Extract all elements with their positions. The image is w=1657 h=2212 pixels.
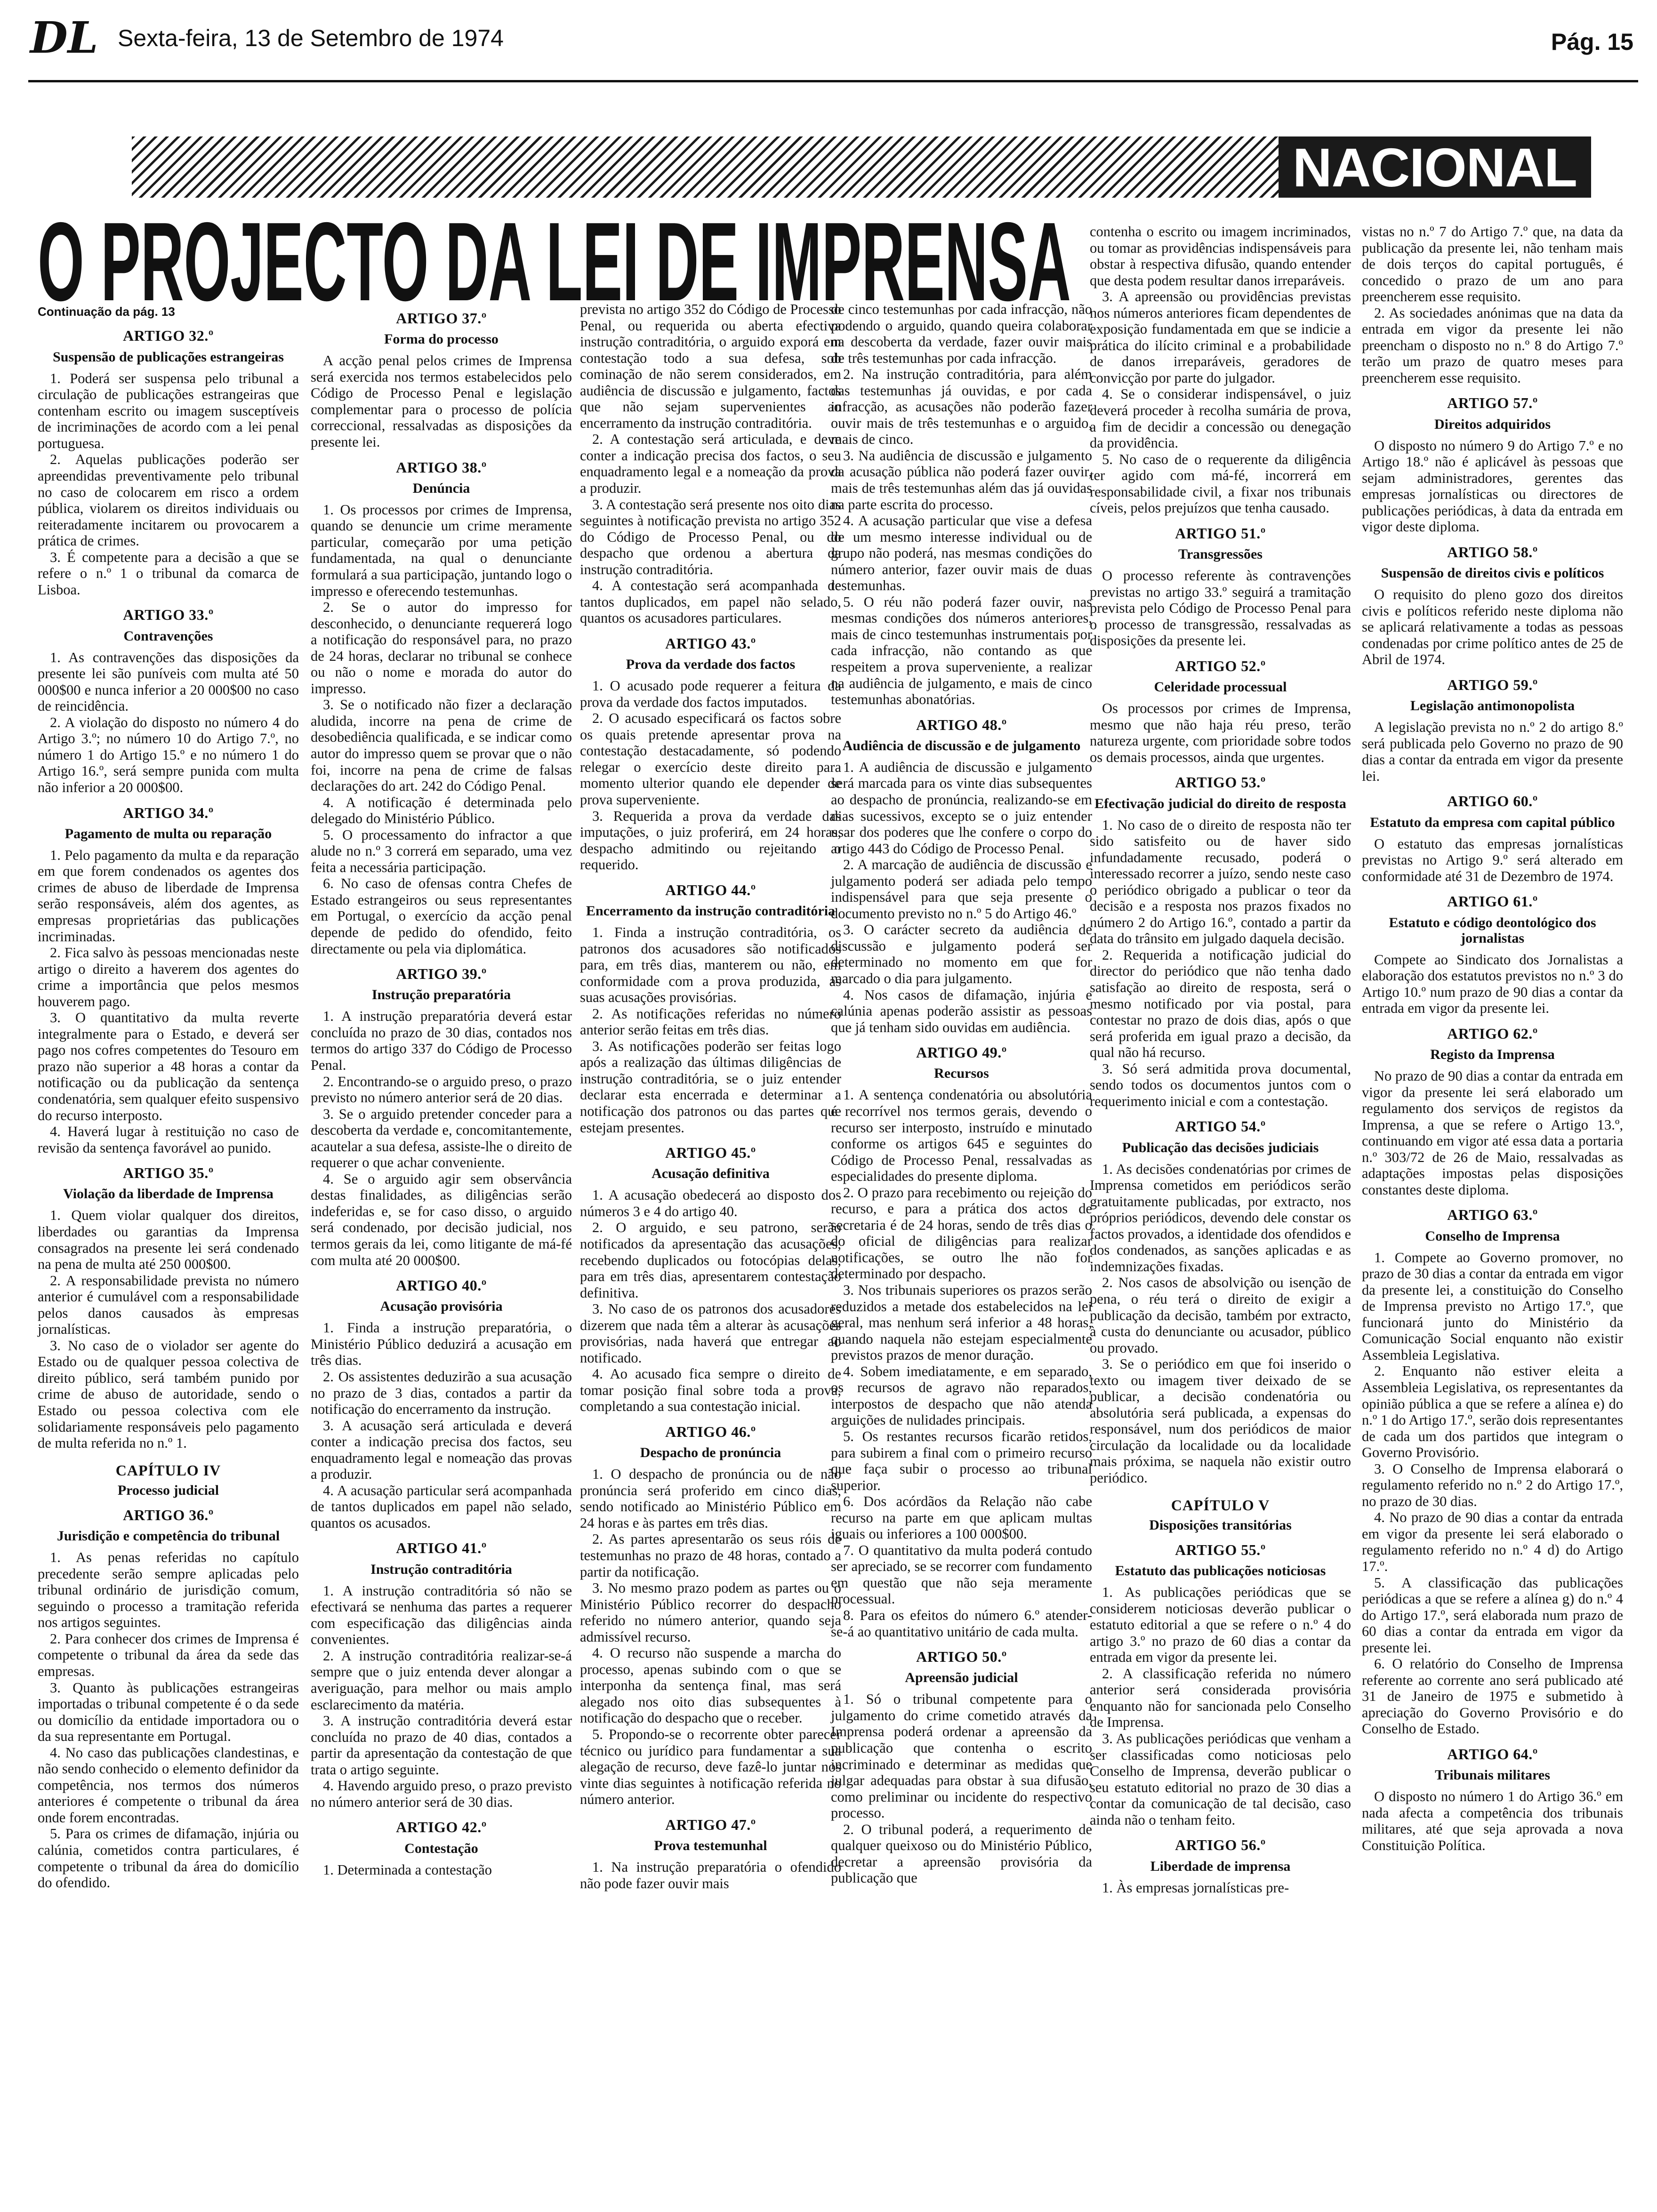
article-title: Transgressões xyxy=(1178,546,1263,562)
paragraph: 3. Requerida a prova da verdade das imputações, o juiz proferirá, em 24 horas, despacho admitindo ou rejeitando o requerido. xyxy=(580,808,841,873)
paragraph: 3. As publicações periódicas que venham a ser classificadas como noticiosas pelo Conselho de Imprensa, deverão publicar o seu estatuto editorial no prazo de 30 dias a contar da comunicação de tal decisão, caso ainda não o tenham feito. xyxy=(1090,1730,1351,1828)
article-title: Estatuto e código deontológico dos jornalistas xyxy=(1389,914,1596,946)
paragraph: 2. A classificação referida no número anterior será considerada provisória enquanto não for sancionada pelo Conselho de Imprensa. xyxy=(1090,1665,1351,1731)
article-title: Liberdade de imprensa xyxy=(1150,1858,1291,1874)
paragraph: 2. A violação do disposto no número 4 do Artigo 3.º; no número 10 do Artigo 7.º, no número 1 do Artigo 15.º e no número 1 do Artigo 16.º, será sempre punida com multa não inferior a 20 000$00. xyxy=(38,714,299,795)
paragraph: 2. Na instrução contraditória, para além das testemunhas já ouvidas, e por cada infracção, as acusações não poderão fazer ouvir mais de três testemunhas e o arguido, mais de cinco. xyxy=(831,366,1092,448)
article-title: Encerramento da instrução contraditória xyxy=(586,903,836,919)
paragraph: 1. Determinada a contestação xyxy=(323,1861,492,1878)
paragraph: 2. As partes apresentarão os seus róis de testemunhas no prazo de 48 horas, contado a partir da notificação. xyxy=(580,1531,841,1580)
paragraph: 2. A responsabilidade prevista no número anterior é cumulável com a responsabilidade pelos danos causados às empresas jornalísticas. xyxy=(38,1272,299,1338)
paragraph: 3. Nos tribunais superiores os prazos serão reduzidos a metade dos estabelecidos na lei geral, mas nenhum será inferior a 48 horas, quando naquela não estejam especialmente previstos prazos de menor duração. xyxy=(831,1282,1092,1363)
paragraph: 2. Se o autor do impresso for desconhecido, o denunciante requererá logo a notificação do responsável para, no prazo de 24 horas, declarar no tribunal se conhece ou não o nome e morada do autor do impresso. xyxy=(311,599,572,697)
article-title: Pagamento de multa ou reparação xyxy=(64,825,272,842)
issue-date: Sexta-feira, 13 de Setembro de 1974 xyxy=(118,25,504,51)
article-number: ARTIGO 38.º xyxy=(396,458,487,476)
paragraph: contenha o escrito ou imagem incriminados, ou tomar as providências indispensáveis para obstar à respectiva difusão, quando entender que desta podem resultar danos irreparáveis. xyxy=(1090,224,1351,289)
paragraph: 2. Para conhecer dos crimes de Imprensa é competente o tribunal da área da sede das empresas. xyxy=(38,1630,299,1679)
paragraph: 3. O carácter secreto da audiência de discussão e julgamento poderá ser determinado no momento em que for marcado o dia para julgamento. xyxy=(831,922,1092,987)
article-number: ARTIGO 63.º xyxy=(1447,1206,1538,1224)
paragraph: 1. As publicações periódicas que se considerem noticiosas deverão publicar o estatuto editorial a que se refere o n.º 4 do artigo 3.º no prazo de 60 dias a contar da entrada em vigor da presente lei. xyxy=(1090,1584,1351,1666)
paragraph: 1. A audiência de discussão e julgamento será marcada para os vinte dias subsequentes ao despacho de pronúncia, realizando-se em dias sucessivos, excepto se o juiz entender usar dos poderes que lhe confere o corpo do artigo 443 do Código de Processo Penal. xyxy=(831,759,1092,857)
paragraph: 5. Os restantes recursos ficarão retidos, para subirem a final com o primeiro recurso que faça subir o processo ao tribunal superior. xyxy=(831,1428,1092,1493)
paragraph: 5. No caso de o requerente da diligência ter agido com má-fé, incorrerá em responsabilidade civil, a fixar nos tribunais cíveis, pelos prejuízos que tenha causado. xyxy=(1090,451,1351,516)
paragraph: 4. No caso das publicações clandestinas, e não sendo conhecido o elemento definidor da competência, nos termos dos números anteriores é competente o tribunal da área onde forem encontradas. xyxy=(38,1744,299,1826)
paragraph: 3. As notificações poderão ser feitas logo após a realização das últimas diligências de instrução contraditória, se o juiz entender declarar esta encerrada e determinar a notificação dos patronos ou das partes que estejam presentes. xyxy=(580,1038,841,1136)
article-title: Efectivação judicial do direito de resposta xyxy=(1094,795,1346,811)
paragraph: 3. Se o notificado não fizer a declaração aludida, incorre na pena de crime de desobediência qualificada, e se indicar como autor do impresso quem se provar que o não foi, incorre na pena de crime de falsas declarações do art. 242 do Código Penal. xyxy=(311,697,572,794)
article-number: ARTIGO 58.º xyxy=(1447,544,1538,561)
masthead xyxy=(28,14,1638,64)
paragraph: 1. Às empresas jornalísticas pre- xyxy=(1102,1879,1289,1896)
paragraph: O disposto no número 1 do Artigo 36.º em nada afecta a competência dos tribunais militares, até que seja aprovada a nova Constituição Política. xyxy=(1362,1788,1623,1853)
paragraph: 1. Quem violar qualquer dos direitos, liberdades ou garantias da Imprensa consagrados na presente lei será condenado na pena de multa até 250 000$00. xyxy=(38,1207,299,1273)
article-number: ARTIGO 49.º xyxy=(916,1044,1007,1061)
column-1 xyxy=(38,305,299,1891)
paragraph: 2. O acusado especificará os factos sobre os quais pretende apresentar prova na contestação destacadamente, só podendo relegar o exercício deste direito para momento ulterior quando ele depender de prova superveniente. xyxy=(580,710,841,808)
paragraph: Compete ao Sindicato dos Jornalistas a elaboração dos estatutos previstos no n.º 3 do Artigo 10.º num prazo de 90 dias a contar da entrada em vigor da presente lei. xyxy=(1362,951,1623,1017)
paragraph: 5. O réu não poderá fazer ouvir, nas mesmas condições dos números anteriores, mais de cinco testemunhas instrumentais por cada infracção, não contando as que respeitem a prova superveniente, a realizar na audiência de julgamento, e mais de cinco testemunhas abonatórias. xyxy=(831,593,1092,708)
svg-text:O PROJECTO DA LEI DE IMPRENSA: O PROJECTO DA LEI DE IMPRENSA xyxy=(38,207,1071,306)
article-number: ARTIGO 55.º xyxy=(1175,1541,1266,1558)
paragraph: 4. Haverá lugar à restituição no caso de revisão da sentença favorável ao punido. xyxy=(38,1123,299,1156)
continuation-note: Continuação da pág. 13 xyxy=(38,305,175,319)
article-title: Tribunais militares xyxy=(1435,1767,1550,1783)
article-title: Registo da Imprensa xyxy=(1430,1047,1555,1062)
article-number: ARTIGO 44.º xyxy=(665,881,756,898)
article-title: Apreensão judicial xyxy=(905,1670,1018,1686)
article-title: Denúncia xyxy=(412,480,470,496)
paragraph: 1. A sentença condenatória ou absolutória é recorrível nos termos gerais, devendo o recurso ser interposto, instruído e minutado conforme os artigos 645 e seguintes do Código de Processo Penal, ressalvadas as especialidades do presente diploma. xyxy=(831,1087,1092,1185)
section-label: NACIONAL xyxy=(1279,136,1591,198)
paragraph: 4. A notificação é determinada pelo delegado do Ministério Público. xyxy=(311,794,572,827)
paragraph: 4. A acusação particular será acompanhada de tantos duplicados em papel não selado, quantos os acusados. xyxy=(311,1482,572,1531)
article-number: ARTIGO 34.º xyxy=(123,804,214,821)
newspaper-logo xyxy=(28,14,108,61)
article-number: ARTIGO 51.º xyxy=(1175,524,1266,542)
article-number: ARTIGO 36.º xyxy=(123,1506,214,1523)
paragraph: 1. Compete ao Governo promover, no prazo de 30 dias a contar da entrada em vigor da presente lei, a constituição do Conselho de Imprensa previsto no Artigo 17.º, que funcionará junto do Ministério da Comunicação Social enquanto não existir Assembleia Legislativa. xyxy=(1362,1249,1623,1363)
paragraph: 8. Para os efeitos do número 6.º atender-se-á ao quantitativo unitário de cada multa. xyxy=(831,1607,1092,1640)
article-number: ARTIGO 35.º xyxy=(123,1164,214,1182)
paragraph: 3. Se o periódico em que foi inserido o texto ou imagem tiver deixado de se publicar, a decisão condenatória ou absolutória será publicada, a expensas do responsável, num dos periódicos de maior circulação da localidade ou da localidade mais próxima, se naquela não existir outro periódico. xyxy=(1090,1356,1351,1486)
paragraph: No prazo de 90 dias a contar da entrada em vigor da presente lei será elaborado um regulamento dos serviços de registos da Imprensa, a que se refere o Artigo 13.º, continuando em vigor até essa data a portaria n.º 303/72 de 26 de Maio, ressalvadas as adaptações impostas pelas disposições constantes deste diploma. xyxy=(1362,1068,1623,1198)
article-number: ARTIGO 52.º xyxy=(1175,657,1266,674)
paragraph: O requisito do pleno gozo dos direitos civis e políticos referido neste diploma não se aplicará relativamente a todas as pessoas condenadas por crime político antes de 25 de Abril de 1974. xyxy=(1362,586,1623,668)
paragraph: 1. A acusação obedecerá ao disposto dos números 3 e 4 do artigo 40. xyxy=(580,1187,841,1219)
paragraph: 3. A acusação será articulada e deverá conter a indicação precisa dos factos, seu enquadramento legal e nomeação das provas a produzir. xyxy=(311,1417,572,1483)
article-title: Prova testemunhal xyxy=(654,1838,767,1853)
column-4 xyxy=(831,301,1092,1886)
paragraph: Os processos por crimes de Imprensa, mesmo que não haja réu preso, terão natureza urgente, com prioridade sobre todos os demais processos, ainda que urgentes. xyxy=(1090,700,1351,765)
article-number: ARTIGO 61.º xyxy=(1447,893,1538,910)
paragraph: 1. Na instrução preparatória o ofendido não pode fazer ouvir mais xyxy=(580,1859,841,1891)
paragraph: 2. O arguido, e seu patrono, serão notificados da apresentação das acusações, recebendo duplicados ou fotocópias delas, para em três dias, apresentarem contestação definitiva. xyxy=(580,1219,841,1301)
paragraph: 2. A marcação de audiência de discussão e julgamento poderá ser adiada pelo tempo indispensável para que seja presente o documento previsto no n.º 5 do Artigo 46.º xyxy=(831,857,1092,922)
paragraph: 3. No caso de os patronos dos acusadores dizerem que nada têm a alterar às acusações provisórias, nada haverá que entregar ao notificado. xyxy=(580,1301,841,1366)
article-title: Instrução contraditória xyxy=(370,1561,512,1577)
paragraph: 2. Aquelas publicações poderão ser apreendidas preventivamente pelo tribunal no caso de colocarem em risco a ordem pública, violarem os direitos individuais ou reiteradamente incitarem ou provocarem a prática de crimes. xyxy=(38,451,299,549)
article-title: Despacho de pronúncia xyxy=(640,1445,781,1461)
paragraph: 2. As notificações referidas no número anterior serão feitas em três dias. xyxy=(580,1005,841,1038)
paragraph: 2. As sociedades anónimas que na data da entrada em vigor da presente lei não preencham o disposto no n.º 8 do Artigo 7.º terão um prazo de quatro meses para preencherem esse requisito. xyxy=(1362,305,1623,386)
article-title: Processo judicial xyxy=(117,1482,219,1498)
article-number: ARTIGO 41.º xyxy=(396,1539,487,1557)
article-title: Acusação provisória xyxy=(380,1298,503,1314)
article-title: Prova da verdade dos factos xyxy=(626,657,796,673)
article-title: Audiência de discussão e de julgamento xyxy=(842,737,1081,753)
paragraph: 5. A classificação das publicações periódicas a que se refere a alínea g) do n.º 4 do Artigo 17.º, será elaborada num prazo de 60 dias a contar da entrada em vigor da presente lei. xyxy=(1362,1574,1623,1656)
article-number: ARTIGO 47.º xyxy=(665,1816,756,1833)
paragraph: 2. Nos casos de absolvição ou isenção de pena, o réu terá o direito de exigir a publicação da decisão, também por extracto, à custa do denunciante ou acusador, público ou provado. xyxy=(1090,1274,1351,1356)
article-title: Estatuto das publicações noticiosas xyxy=(1115,1563,1326,1579)
paragraph: 2. Fica salvo às pessoas mencionadas neste artigo o direito a haverem dos agentes do crime a importância que pelos mesmos houverem pago. xyxy=(38,945,299,1010)
column-3 xyxy=(580,301,841,1891)
paragraph: 1. A instrução contraditória só não se efectivará se nenhuma das partes a requerer com especificação das diligências ainda convenientes. xyxy=(311,1582,572,1648)
paragraph: 1. O acusado pode requerer a feitura da prova da verdade dos factos imputados. xyxy=(580,678,841,710)
article-number: ARTIGO 40.º xyxy=(396,1277,487,1294)
article-number: ARTIGO 53.º xyxy=(1175,774,1266,791)
paragraph: 1. Pelo pagamento da multa e da reparação em que forem condenados os agentes dos crimes de abuso de liberdade de Imprensa serão responsáveis, além dos agentes, as empresas proprietárias das publicações incriminadas. xyxy=(38,847,299,945)
paragraph: 4. O recurso não suspende a marcha do processo, apenas subindo com o que se interponha da sentença final, mas será alegado nos oito dias subsequentes à notificação do despacho que o receber. xyxy=(580,1645,841,1726)
article-title: Acusação definitiva xyxy=(652,1166,770,1182)
paragraph: 3. A contestação será presente nos oito dias seguintes à notificação prevista no artigo 352 do Código de Processo Penal, ou do despacho que ordenou a abertura da instrução contraditória. xyxy=(580,496,841,577)
paragraph: de cinco testemunhas por cada infracção, não podendo o arguido, quando queira colaborar na descoberta da verdade, fazer ouvir mais de três testemunhas por cada infracção. xyxy=(831,301,1092,366)
headline xyxy=(38,207,1073,306)
article-title: Contravenções xyxy=(123,628,213,644)
paragraph: 4. Se o arguido agir sem observância destas finalidades, as diligências serão indeferidas e, se for caso disso, o arguido será condenado, por decisão judicial, nos termos gerais da lei, como litigante de má-fé com multa até 20 000$00. xyxy=(311,1170,572,1268)
paragraph: 2. Encontrando-se o arguido preso, o prazo previsto no número anterior será de 20 dias. xyxy=(311,1073,572,1106)
paragraph: prevista no artigo 352 do Código de Processo Penal, ou requerida ou aberta efectiva instrução contraditória, o arguido exporá em contestação todo a sua defesa, sob cominação de não serem considerados, em audiência de discussão e julgamento, factos que não sejam supervenientes ao encerramento da instrução contraditória. xyxy=(580,301,841,431)
paragraph: 4. Se o considerar indispensável, o juiz deverá proceder à recolha sumária de prova, a fim de decidir a concessão ou denegação da providência. xyxy=(1090,386,1351,451)
paragraph: 1. No caso de o direito de resposta não ter sido satisfeito ou de haver sido infundadamente recusado, poderá o interessado recorrer a juízo, sendo neste caso o periódico obrigado a publicar o teor da decisão e a resposta nos prazos fixados no número 2 do Artigo 16.º, contado a partir da data do trânsito em julgado daquela decisão. xyxy=(1090,817,1351,947)
paragraph: 3. Se o arguido pretender conceder para a descoberta da verdade e, concomitantemente, acautelar a sua defesa, assiste-lhe o direito de requerer o que achar conveniente. xyxy=(311,1106,572,1171)
paragraph: 4. Ao acusado fica sempre o direito de tomar posição final sobre toda a prova, completando a sua contestação inicial. xyxy=(580,1366,841,1415)
article-number: ARTIGO 43.º xyxy=(665,634,756,652)
paragraph: A legislação prevista no n.º 2 do artigo 8.º será publicada pelo Governo no prazo de 90 dias a contar da entrada em vigor da presente lei. xyxy=(1362,719,1623,784)
paragraph: 3. É competente para a decisão a que se refere o n.º 1 o tribunal da comarca de Lisboa. xyxy=(38,549,299,598)
chapter-heading: CAPÍTULO IV xyxy=(115,1461,221,1479)
section-banner xyxy=(132,136,1591,198)
paragraph: 3. O quantitativo da multa reverte integralmente para o Estado, e deverá ser pago nos cofres competentes do Tesouro em prazo não superior a 48 horas a contar da notificação ou da publicação da sentença condenatória, sem qualquer efeito suspensivo do recurso interposto. xyxy=(38,1010,299,1123)
paragraph: 2. Enquanto não estiver eleita a Assembleia Legislativa, os representantes da opinião pública a que se refere a alínea e) do n.º 1 do Artigo 17.º, serão dois representantes de cada um dos partidos que integram o Governo Provisório. xyxy=(1362,1363,1623,1461)
paragraph: 6. Dos acórdãos da Relação não cabe recurso na parte em que aplicam multas iguais ou inferiores a 100 000$00. xyxy=(831,1493,1092,1542)
article-title: Suspensão de direitos civis e políticos xyxy=(1381,565,1604,581)
column-5 xyxy=(1090,224,1351,1896)
paragraph: 7. O quantitativo da multa poderá contudo ser apreciado, se se recorrer com fundamento em questão que não seja meramente processual. xyxy=(831,1542,1092,1607)
paragraph: 1. As penas referidas no capítulo precedente serão sempre aplicadas pelo tribunal ordinário de jurisdição comum, seguindo o processo a tramitação referida nos artigos seguintes. xyxy=(38,1549,299,1631)
paragraph: 3. A instrução contraditória deverá estar concluída no prazo de 40 dias, contados a partir da apresentação da contestação de que trata o artigo seguinte. xyxy=(311,1713,572,1778)
article-title: Legislação antimonopolista xyxy=(1410,698,1575,714)
paragraph: 1. Finda a instrução contraditória, os patronos dos acusadores são notificados para, em três dias, manterem ou não, em conformidade com a prova produzida, as suas acusações provisórias. xyxy=(580,924,841,1006)
article-title: Publicação das decisões judiciais xyxy=(1122,1139,1319,1155)
paragraph: A acção penal pelos crimes de Imprensa será exercida nos termos estabelecidos pelo Código de Processo Penal e legislação complementar para o processo de polícia correccional, ressalvadas as disposições da presente lei. xyxy=(311,353,572,450)
article-title: Forma do processo xyxy=(384,331,499,347)
paragraph: 3. No caso de o violador ser agente do Estado ou de qualquer pessoa colectiva de direito público, será também punido por crime de abuso de autoridade, sendo o Estado ou pessoa colectiva com ele solidariamente responsáveis pelo pagamento de multa referida no n.º 1. xyxy=(38,1337,299,1451)
paragraph: 4. Nos casos de difamação, injúria e calúnia apenas poderão assistir as pessoas que já tenham sido ouvidas em audiência. xyxy=(831,986,1092,1035)
paragraph: 2. O prazo para recebimento ou rejeição do recurso, e para a prática dos actos de secretaria é de 24 horas, sendo de três dias o do oficial de diligências para realizar notificações, se outro lhe não for determinado por despacho. xyxy=(831,1184,1092,1282)
masthead-rule xyxy=(28,80,1638,82)
article-title: Disposições transitórias xyxy=(1149,1517,1292,1533)
paragraph: 2. A instrução contraditória realizar-se-á sempre que o juiz entenda dever alongar a averiguação, para melhor ou mais amplo esclarecimento da matéria. xyxy=(311,1647,572,1713)
paragraph: 1. Só o tribunal competente para o julgamento do crime cometido através da Imprensa poderá ordenar a apreensão da publicação que contenha o escrito incriminado e determinar as medidas que julgar adequadas para obstar à sua difusão, como preliminar ou incidente do respectivo processo. xyxy=(831,1691,1092,1821)
paragraph: 2. O tribunal poderá, a requerimento de qualquer queixoso ou do Ministério Público, decretar a apreensão provisória da publicação que xyxy=(831,1821,1092,1886)
paragraph: 1. Os processos por crimes de Imprensa, quando se denuncie um crime meramente particular, começarão por uma petição fundamentada, na qual o denunciante formulará a sua participação, juntando logo o impresso e oferecendo testemunhas. xyxy=(311,501,572,599)
article-number: ARTIGO 50.º xyxy=(916,1648,1007,1666)
paragraph: 1. As decisões condenatórias por crimes de Imprensa cometidos em periódicos serão gratuitamente publicadas, por extracto, nos próprios periódicos, devendo dele constar os factos provados, a identidade dos ofendidos e dos condenados, as sanções aplicadas e as indemnizações fixadas. xyxy=(1090,1161,1351,1274)
article-number: ARTIGO 59.º xyxy=(1447,676,1538,693)
svg-text:DL: DL xyxy=(30,14,98,61)
paragraph: 4. A acusação particular que vise a defesa de um mesmo interesse individual ou de grupo não poderá, nas mesmas condições do número anterior, fazer ouvir mais de duas testemunhas. xyxy=(831,513,1092,594)
article-number: ARTIGO 54.º xyxy=(1175,1118,1266,1135)
paragraph: O disposto no número 9 do Artigo 7.º e no Artigo 18.º não é aplicável às pessoas que sejam administradores, gerentes das empresas jornalísticas ou directores de publicações periódicas, à data da entrada em vigor deste diploma. xyxy=(1362,437,1623,535)
article-number: ARTIGO 48.º xyxy=(916,716,1007,733)
paragraph: vistas no n.º 7 do Artigo 7.º que, na data da publicação da presente lei, não tenham mais de dois terços do capital português, é concedido o prazo de um ano para preencherem esse requisito. xyxy=(1362,224,1623,305)
paragraph: 3. No mesmo prazo podem as partes ou o Ministério Público recorrer do despacho referido no número anterior, quando seja admissível recurso. xyxy=(580,1580,841,1645)
article-number: ARTIGO 45.º xyxy=(665,1144,756,1162)
paragraph: O estatuto das empresas jornalísticas previstas no Artigo 9.º será alterado em conformidade até 31 de Dezembro de 1974. xyxy=(1362,835,1623,884)
article-number: ARTIGO 33.º xyxy=(123,606,214,624)
article-title: Estatuto da empresa com capital público xyxy=(1370,814,1615,830)
article-number: ARTIGO 64.º xyxy=(1447,1746,1538,1763)
page-number: Pág. 15 xyxy=(1551,29,1633,55)
paragraph: 5. O processamento do infractor a que alude no n.º 3 correrá em separado, uma vez feita a necessária participação. xyxy=(311,826,572,875)
paragraph: 4. Havendo arguido preso, o prazo previsto no número anterior será de 30 dias. xyxy=(311,1778,572,1810)
paragraph: 2. Os assistentes deduzirão a sua acusação no prazo de 3 dias, contados a partir da notificação do encerramento da instrução. xyxy=(311,1368,572,1418)
article-number: ARTIGO 39.º xyxy=(396,965,487,983)
paragraph: 3. Só será admitida prova documental, sendo todos os documentos juntos com o requerimento inicial e com a contestação. xyxy=(1090,1060,1351,1109)
article-title: Direitos adquiridos xyxy=(1434,416,1551,432)
chapter-heading: CAPÍTULO V xyxy=(1171,1496,1270,1514)
paragraph: 6. No caso de ofensas contra Chefes de Estado estrangeiros ou seus representantes em Portugal, o exercício da acção penal depende de pedido do ofendido, feito directamente ou pela via diplomática. xyxy=(311,875,572,957)
article-number: ARTIGO 60.º xyxy=(1447,793,1538,810)
article-title: Suspensão de publicações estrangeiras xyxy=(53,349,284,365)
paragraph: 1. Finda a instrução preparatória, o Ministério Público deduzirá a acusação em três dias. xyxy=(311,1320,572,1369)
article-number: ARTIGO 46.º xyxy=(665,1423,756,1441)
paragraph: 3. Na audiência de discussão e julgamento da acusação pública não poderá fazer ouvir, mais de três testemunhas além das já ouvidas na parte escrita do processo. xyxy=(831,447,1092,513)
paragraph: 5. Para os crimes de difamação, injúria ou calúnia, cometidos contra particulares, é competente o tribunal da área do domicílio do ofendido. xyxy=(38,1826,299,1891)
paragraph: O processo referente às contravenções previstas no artigo 33.º seguirá a tramitação prevista pelo Código de Processo Penal para o processo de transgressão, ressalvadas as disposições da presente lei. xyxy=(1090,568,1351,649)
article-number: ARTIGO 42.º xyxy=(396,1819,487,1836)
paragraph: 4. A contestação será acompanhada de tantos duplicados, em papel não selado, quantos os acusadores particulares. xyxy=(580,577,841,626)
paragraph: 1. Poderá ser suspensa pelo tribunal a circulação de publicações estrangeiras que contenham escrito ou imagem susceptíveis de incriminações de acordo com a lei penal portuguesa. xyxy=(38,370,299,451)
paragraph: 3. A apreensão ou providências previstas nos números anteriores ficam dependentes de exposição fundamentada em que se indicie a prática do ilícito criminal e a probabilidade de danos irreparáveis, geradores de convicção por parte do julgador. xyxy=(1090,289,1351,386)
article-title: Jurisdição e competência do tribunal xyxy=(56,1528,280,1544)
article-title: Conselho de Imprensa xyxy=(1425,1228,1560,1244)
article-number: ARTIGO 56.º xyxy=(1175,1836,1266,1854)
column-6 xyxy=(1362,224,1623,1853)
paragraph: 1. As contravenções das disposições da presente lei são puníveis com multa até 50 000$00 e nunca inferior a 20 000$00 no caso de reincidência. xyxy=(38,649,299,714)
article-title: Violação da liberdade de Imprensa xyxy=(63,1186,273,1202)
article-number: ARTIGO 57.º xyxy=(1447,394,1538,412)
column-2 xyxy=(311,301,572,1878)
paragraph: 3. Quanto às publicações estrangeiras importadas o tribunal competente é o da sede ou domicílio da entidade importadora ou o da sua representante em Portugal. xyxy=(38,1679,299,1745)
paragraph: 1. A instrução preparatória deverá estar concluída no prazo de 30 dias, contados nos termos do artigo 337 do Código de Processo Penal. xyxy=(311,1008,572,1073)
paragraph: 2. A contestação será articulada, e deve conter a indicação precisa dos factos, o seu enquadramento legal e a nomeação da prova a produzir. xyxy=(580,431,841,497)
article-number: ARTIGO 32.º xyxy=(123,327,214,345)
paragraph: 3. O Conselho de Imprensa elaborará o regulamento referido no n.º 2 do Artigo 17.º, no prazo de 30 dias. xyxy=(1362,1460,1623,1509)
article-title: Contestação xyxy=(404,1840,478,1856)
paragraph: 4. Sobem imediatamente, e em separado, os recursos de agravo não reparados, interpostos de despacho que não atenda arguições de nulidades principais. xyxy=(831,1363,1092,1428)
article-title: Celeridade processual xyxy=(1154,679,1287,695)
article-number: ARTIGO 37.º xyxy=(396,310,487,327)
paragraph: 4. No prazo de 90 dias a contar da entrada em vigor da presente lei será elaborado o regulamento referido no n.º 4 d) do Artigo 17.º. xyxy=(1362,1509,1623,1575)
article-title: Instrução preparatória xyxy=(371,987,511,1003)
article-number: ARTIGO 62.º xyxy=(1447,1025,1538,1042)
paragraph: 2. Requerida a notificação judicial do director do periódico que não tenha dado satisfação ao direito de resposta, será o mesmo notificado por via postal, para contestar no prazo de dois dias, após o que será proferida em igual prazo a decisão, da qual não há recurso. xyxy=(1090,946,1351,1061)
paragraph: 1. O despacho de pronúncia ou de não pronúncia será proferido em cinco dias, sendo notificado ao Ministério Público em 24 horas e às partes em três dias. xyxy=(580,1466,841,1531)
paragraph: 5. Propondo-se o recorrente obter parecer técnico ou jurídico para fundamentar a sua alegação de recurso, deve fazê-lo juntar nos vinte dias seguintes à notificação referida no número anterior. xyxy=(580,1726,841,1808)
paragraph: 6. O relatório do Conselho de Imprensa referente ao corrente ano será publicado até 31 de Janeiro de 1975 e submetido à apreciação do Governo Provisório e do Conselho de Estado. xyxy=(1362,1656,1623,1737)
article-title: Recursos xyxy=(934,1066,989,1082)
